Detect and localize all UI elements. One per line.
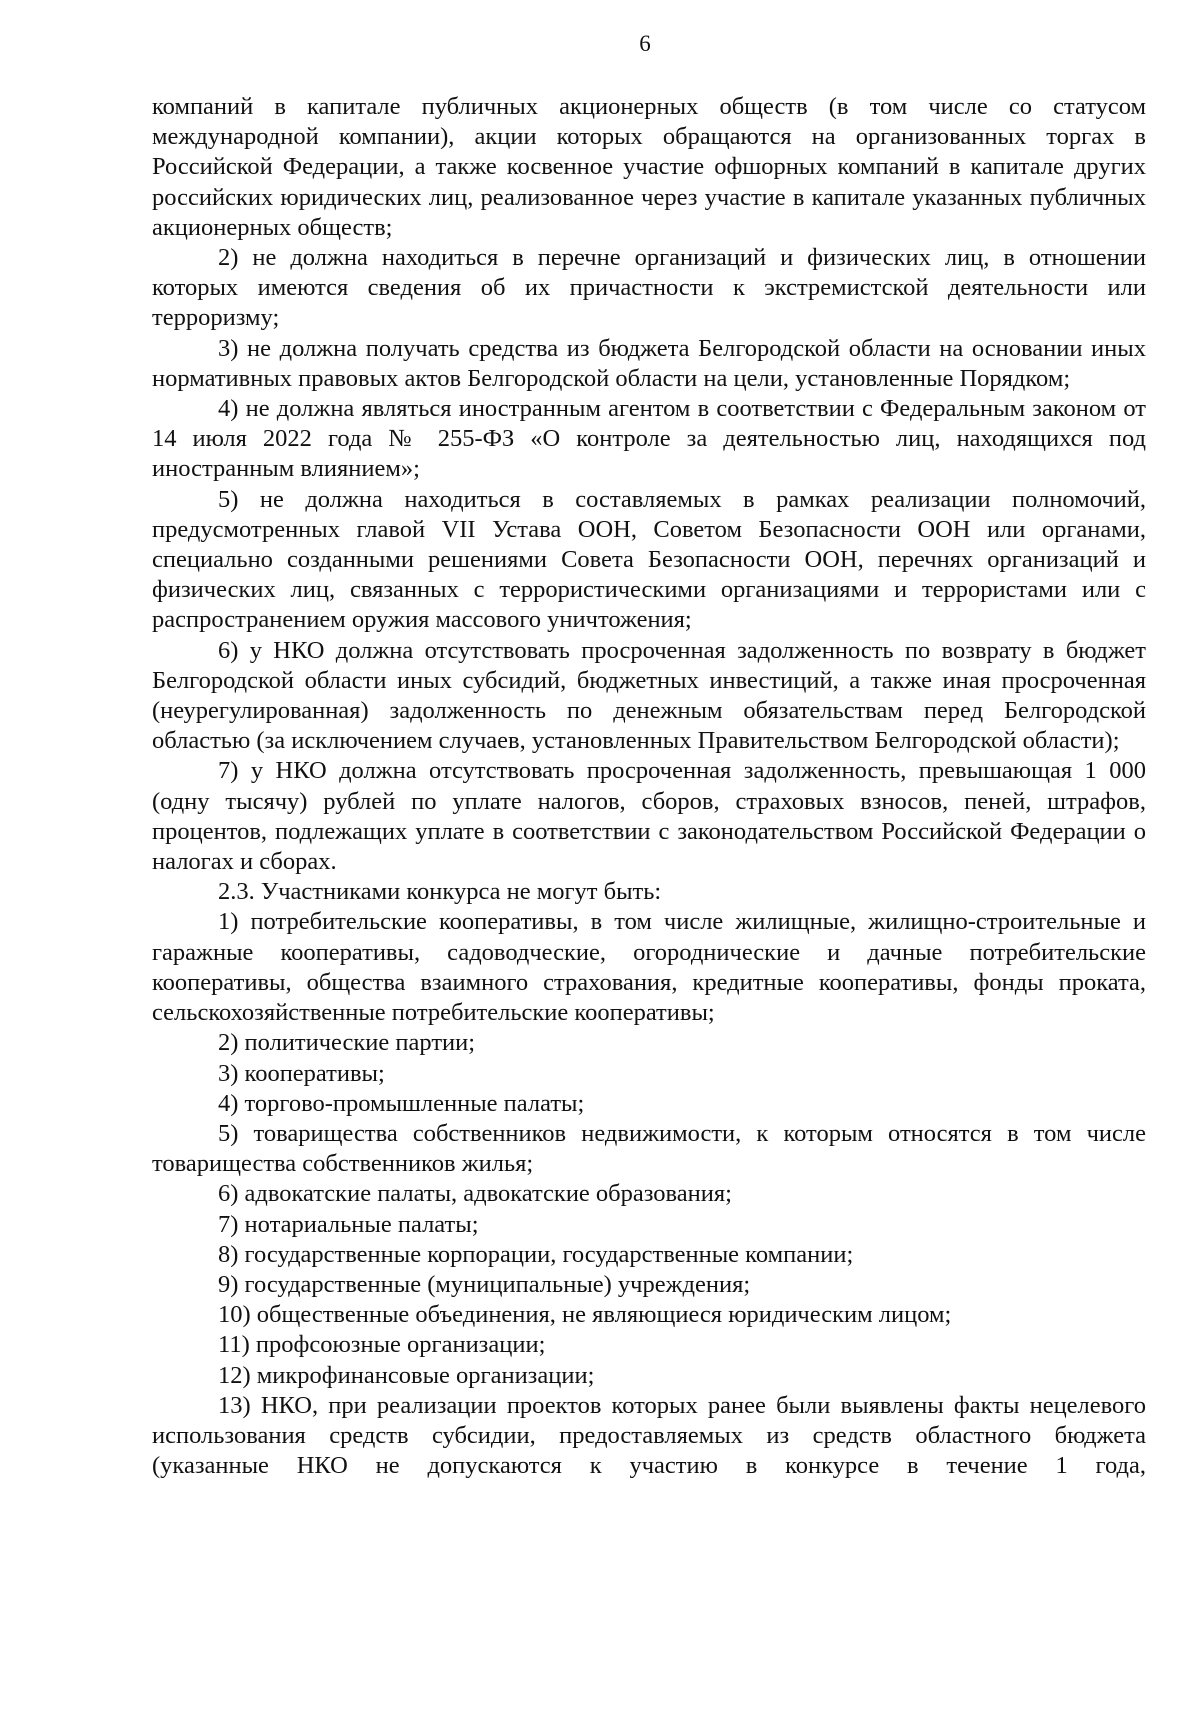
paragraph-item-4: 4) не должна являться иностранным агентом в соответствии с Федеральным законом от 14 июля 2022 года № 255-ФЗ «О контроле за деятельностью лиц, находящихся под иностранным влиянием»; — [152, 395, 1146, 483]
document-body — [152, 92, 1146, 1481]
list-item-5: 5) товарищества собственников недвижимости, к которым относятся в том числе товарищества собственников жилья; — [152, 1119, 1146, 1178]
list-item-9: 9) государственные (муниципальные) учреждения; — [218, 1270, 751, 1298]
paragraph-item-5: 5) не должна находиться в составляемых в рамках реализации полномочий, предусмотренных главой VII Устава ООН, Советом Безопасности ООН или органами, специально созданными решениями Совета Безопасности ООН, перечнях организаций и физических лиц, связанных с террористическими организациями и террористами или с распространением оружия массового уничтожения; — [152, 485, 1146, 634]
paragraph-continuation: компаний в капитале публичных акционерных обществ (в том числе со статусом международной компании), акции которых обращаются на организованных торгах в Российской Федерации, а также косвенное участие офшорных компаний в капитале других российских юридических лиц, реализованное через участие в капитале указанных публичных акционерных обществ; — [152, 93, 1146, 241]
list-item-3: 3) кооперативы; — [218, 1059, 385, 1087]
paragraph-item-6: 6) у НКО должна отсутствовать просроченная задолженность по возврату в бюджет Белгородской области иных субсидий, бюджетных инвестиций, а также иная просроченная (неурегулированная) задолженность по денежным обязательствам перед Белгородской областью (за исключением случаев, установленных Правительством Белгородской области); — [152, 636, 1146, 755]
paragraph-item-7: 7) у НКО должна отсутствовать просроченная задолженность, превышающая 1 000 (одну тысячу) рублей по уплате налогов, сборов, страховых взносов, пеней, штрафов, процентов, подлежащих уплате в соответствии с законодательством Российской Федерации о налогах и сборах. — [152, 757, 1146, 876]
list-item-8: 8) государственные корпорации, государственные компании; — [218, 1240, 854, 1268]
list-item-11: 11) профсоюзные организации; — [218, 1331, 546, 1359]
list-item-2: 2) политические партии; — [218, 1029, 476, 1057]
paragraph-item-3: 3) не должна получать средства из бюджета Белгородской области на основании иных нормативных правовых актов Белгородской области на цели, установленные Порядком; — [152, 334, 1146, 392]
list-item-6: 6) адвокатские палаты, адвокатские образования; — [218, 1180, 732, 1208]
list-item-4: 4) торгово-промышленные палаты; — [218, 1089, 585, 1117]
list-item-10: 10) общественные объединения, не являющиеся юридическим лицом; — [218, 1301, 952, 1329]
list-item-13: 13) НКО, при реализации проектов которых ранее были выявлены факты нецелевого использования средств субсидии, предоставляемых из средств областного бюджета (указанные НКО не допускаются к участию в конкурсе в течение 1 года, — [152, 1391, 1146, 1480]
section-heading-2-3: 2.3. Участниками конкурса не могут быть: — [218, 878, 662, 906]
list-item-1: 1) потребительские кооперативы, в том числе жилищные, жилищно-строительные и гаражные кооперативы, садоводческие, огороднические и дачные потребительские кооперативы, общества взаимного страхования, кредитные кооперативы, фонды проката, сельскохозяйственные потребительские кооперативы; — [152, 908, 1146, 1027]
list-item-12: 12) микрофинансовые организации; — [218, 1361, 595, 1389]
list-item-7: 7) нотариальные палаты; — [218, 1210, 479, 1238]
paragraph-item-2: 2) не должна находиться в перечне организаций и физических лиц, в отношении которых имеются сведения об их причастности к экстремистской деятельности или терроризму; — [152, 244, 1146, 332]
page-number: 6 — [639, 31, 651, 56]
